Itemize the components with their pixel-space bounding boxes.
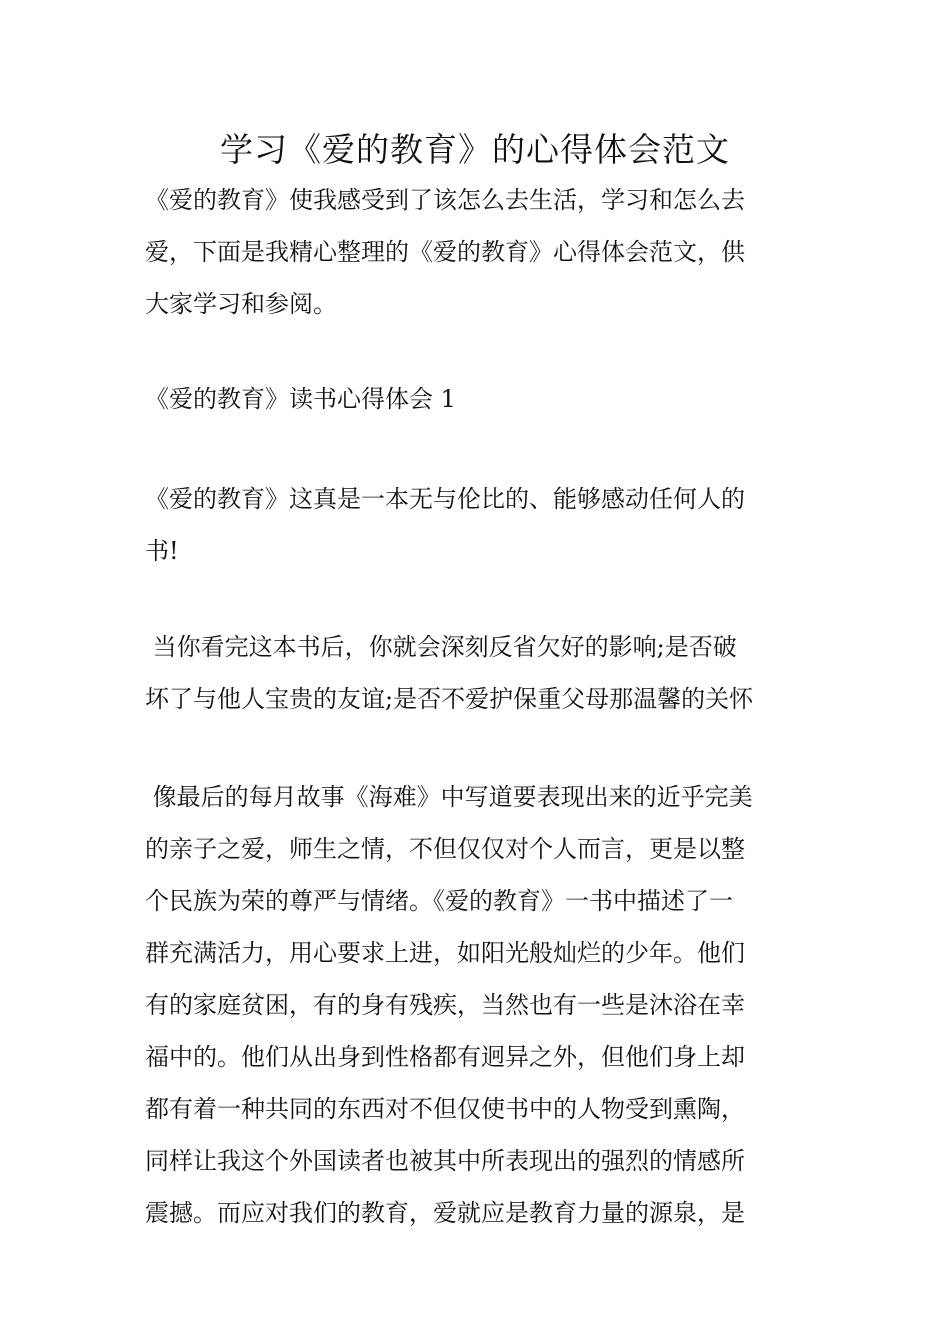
section-heading-text: 《爱的教育》读书心得体会 1 — [145, 385, 456, 413]
paragraph-line: 同样让我这个外国读者也被其中所表现出的强烈的情感所 — [145, 1147, 745, 1175]
paragraph-line: 个民族为荣的尊严与情绪。《爱的教育》一书中描述了一 — [145, 887, 733, 915]
paragraph-line: 的亲子之爱，师生之情，不但仅仅对个人而言，更是以整 — [145, 835, 745, 863]
paragraph-line: 福中的。他们从出身到性格都有迥异之外，但他们身上却 — [145, 1043, 745, 1071]
paragraph-line: 书! — [145, 537, 179, 565]
paragraph-line: 像最后的每月故事《海难》中写道要表现出来的近乎完美 — [145, 783, 753, 811]
body-paragraph — [145, 473, 810, 577]
paragraph-line: 《爱的教育》使我感受到了该怎么去生活，学习和怎么去 — [145, 186, 745, 214]
paragraph-line: 群充满活力，用心要求上进，如阳光般灿烂的少年。他们 — [145, 939, 745, 967]
paragraph-line: 坏了与他人宝贵的友谊;是否不爱护保重父母那温馨的关怀 — [145, 685, 754, 713]
document-title: 学习《爱的教育》的心得体会范文 — [220, 130, 730, 169]
paragraph-line: 爱，下面是我精心整理的《爱的教育》心得体会范文，供 — [145, 238, 745, 266]
paragraph-line: 震撼。而应对我们的教育，爱就应是教育力量的源泉，是 — [145, 1199, 745, 1227]
paragraph-line: 都有着一种共同的东西对不但仅使书中的人物受到熏陶， — [145, 1095, 745, 1123]
section-heading — [145, 373, 810, 425]
body-paragraph — [145, 621, 810, 725]
paragraph-line: 《爱的教育》这真是一本无与伦比的、能够感动任何人的 — [145, 485, 745, 513]
paragraph-line: 大家学习和参阅。 — [145, 290, 337, 318]
paragraph-line: 当你看完这本书后，你就会深刻反省欠好的影响;是否破 — [145, 633, 737, 661]
intro-paragraph — [145, 174, 810, 330]
paragraph-line: 有的家庭贫困，有的身有残疾，当然也有一些是沐浴在幸 — [145, 991, 745, 1019]
body-paragraph — [145, 771, 810, 1239]
